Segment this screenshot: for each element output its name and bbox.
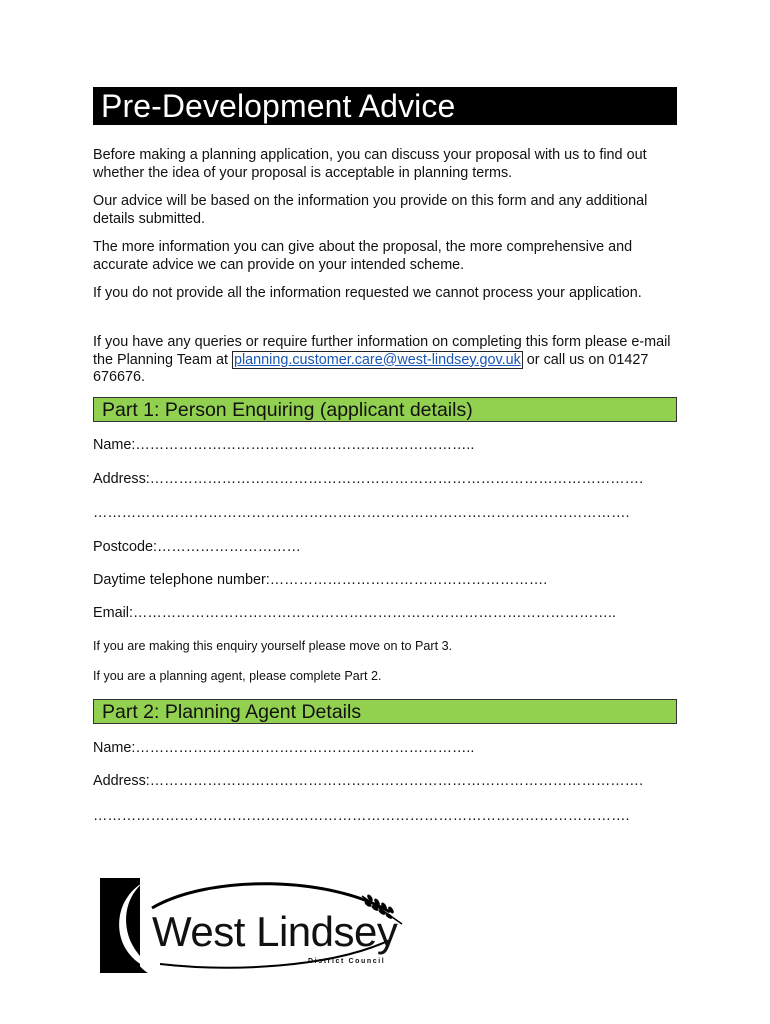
part2-address-line2-field[interactable]: …………………………………………………………………………………………………. <box>93 808 630 824</box>
part2-section-header <box>93 699 677 724</box>
part1-address-line2-field[interactable]: …………………………………………………………………………………………………. <box>93 505 630 521</box>
contact-text-before: If you have any queries or require further information on completing this form please e-mail the Planning Team at <box>93 334 671 368</box>
intro-paragraph-1: Before making a planning application, you can discuss your proposal with us to find out whether the idea of your proposal is acceptable in planning terms. <box>93 147 647 181</box>
contact-text-after: or call us on 01427 676676. <box>93 351 649 385</box>
intro-paragraph-3: The more information you can give about the proposal, the more comprehensive and accurate advice we can provide on your intended scheme. <box>93 239 633 273</box>
part1-name-field[interactable]: Name:…………………………………………………………….. <box>93 437 475 453</box>
part1-postcode-field[interactable]: Postcode:………………………… <box>93 539 301 555</box>
west-lindsey-logo <box>100 868 420 974</box>
intro-paragraph-5 <box>93 334 683 387</box>
part1-phone-field[interactable]: Daytime telephone number:…………………………………………………. <box>93 572 548 588</box>
title-bar <box>93 87 677 125</box>
part2-heading: Part 2: Planning Agent Details <box>102 701 362 723</box>
part1-note-agent: If you are a planning agent, please complete Part 2. <box>93 669 382 683</box>
intro-paragraph-2: Our advice will be based on the information you provide on this form and any additional details submitted. <box>93 193 648 227</box>
part1-note-self: If you are making this enquiry yourself please move on to Part 3. <box>93 639 453 653</box>
part2-address-field[interactable]: Address:…………………………………………………………………………………………. <box>93 773 644 789</box>
part1-email-field[interactable]: Email:……………………………………………………………………………………….. <box>93 605 616 621</box>
page-title: Pre-Development Advice <box>101 88 456 124</box>
intro-paragraph-4: If you do not provide all the information requested we cannot process your application. <box>93 285 642 301</box>
part1-section-header <box>93 397 677 422</box>
planning-email-link[interactable]: planning.customer.care@west-lindsey.gov.uk <box>233 351 521 368</box>
logo-subtitle: District Council <box>308 958 386 965</box>
logo-wordmark: West Lindsey <box>152 908 398 955</box>
part1-address-field[interactable]: Address:…………………………………………………………………………………………. <box>93 471 644 487</box>
part2-name-field[interactable]: Name:…………………………………………………………….. <box>93 740 475 756</box>
part1-heading: Part 1: Person Enquiring (applicant details) <box>102 399 473 421</box>
